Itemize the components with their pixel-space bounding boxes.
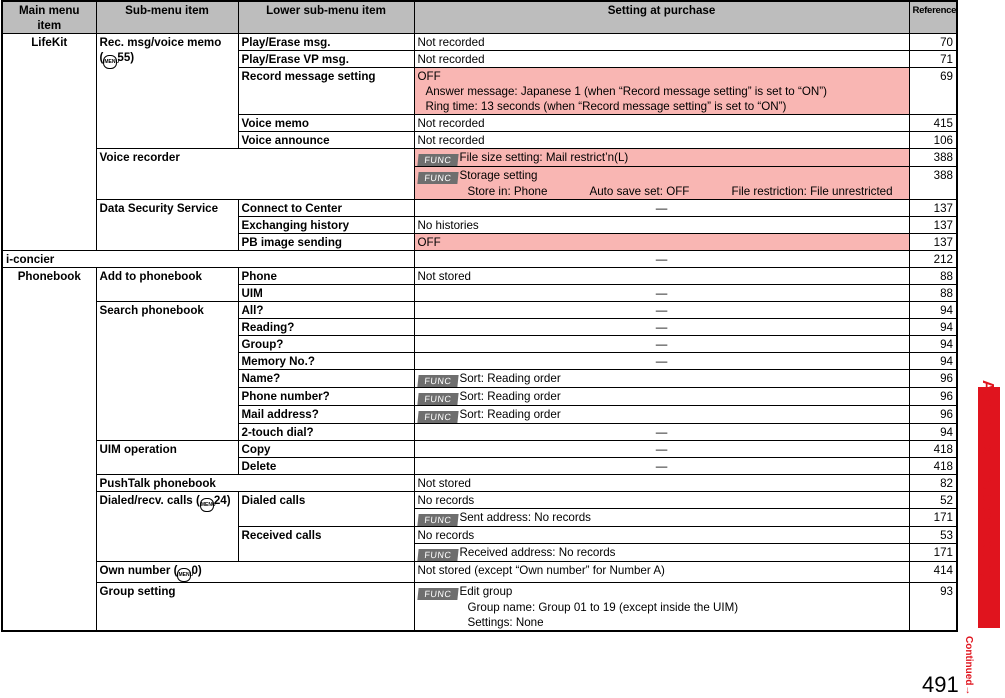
reference-page: 137	[909, 217, 957, 234]
sub-data-security: Data Security Service	[96, 200, 238, 251]
setting-value: —	[414, 458, 909, 475]
table-row	[2, 475, 957, 492]
setting-value: —	[414, 353, 909, 370]
table-row	[2, 302, 957, 319]
reference-page: 137	[909, 200, 957, 217]
sub-add-to-phonebook: Add to phonebook	[96, 268, 238, 302]
setting-value: Not recorded	[414, 34, 909, 51]
header-reference: Reference	[909, 1, 957, 34]
reference-page: 69	[909, 68, 957, 115]
lower-item: Voice memo	[238, 115, 414, 132]
setting-value: —	[414, 302, 909, 319]
setting-value: —	[414, 285, 909, 302]
setting-value: Not recorded	[414, 115, 909, 132]
table-row	[2, 492, 957, 509]
setting-value-highlighted: FUNC Storage setting Store in: Phone Auto save set: OFF File restriction: File unrestricted	[414, 167, 909, 200]
func-icon: FUNC	[417, 588, 458, 600]
lower-item: Memory No.?	[238, 353, 414, 370]
setting-value: No records	[414, 527, 909, 544]
setting-value: Not recorded	[414, 51, 909, 68]
menu-key-icon: MENU	[177, 568, 191, 582]
table-row	[2, 200, 957, 217]
main-iconcier: i-concier	[2, 251, 414, 268]
reference-page: 94	[909, 424, 957, 441]
func-icon: FUNC	[417, 375, 458, 387]
reference-page: 171	[909, 544, 957, 562]
reference-page: 71	[909, 51, 957, 68]
reference-page: 82	[909, 475, 957, 492]
func-icon: FUNC	[417, 154, 458, 166]
lower-item: Voice announce	[238, 132, 414, 149]
menu-key-icon: MENU	[200, 498, 214, 512]
lower-item: Received calls	[238, 527, 414, 562]
lower-item: Mail address?	[238, 406, 414, 424]
sub-voice-recorder: Voice recorder	[96, 149, 414, 200]
setting-value: FUNC Sent address: No records	[414, 509, 909, 527]
reference-page: 171	[909, 509, 957, 527]
sub-uim-operation: UIM operation	[96, 441, 238, 475]
reference-page: 415	[909, 115, 957, 132]
lower-item: Copy	[238, 441, 414, 458]
lower-item: Play/Erase VP msg.	[238, 51, 414, 68]
sub-search-phonebook: Search phonebook	[96, 302, 238, 441]
reference-page: 418	[909, 458, 957, 475]
lower-item: Reading?	[238, 319, 414, 336]
setting-value-highlighted: FUNC File size setting: Mail restrict’n(L)	[414, 149, 909, 167]
reference-page: 94	[909, 302, 957, 319]
reference-page: 96	[909, 370, 957, 388]
setting-value: FUNC Sort: Reading order	[414, 406, 909, 424]
setting-value: FUNC Edit group Group name: Group 01 to 19 (except inside the UIM) Settings: None	[414, 583, 909, 632]
lower-item: Phone number?	[238, 388, 414, 406]
lower-item: Record message setting	[238, 68, 414, 115]
main-lifekit: LifeKit	[2, 34, 96, 251]
reference-page: 53	[909, 527, 957, 544]
reference-page: 96	[909, 388, 957, 406]
sub-own-number: Own number (MENU0)	[96, 562, 414, 583]
func-icon: FUNC	[417, 172, 458, 184]
header-setting: Setting at purchase	[414, 1, 909, 34]
setting-value: —	[414, 200, 909, 217]
setting-value: Not stored	[414, 475, 909, 492]
reference-page: 94	[909, 319, 957, 336]
func-icon: FUNC	[417, 411, 458, 423]
setting-value: —	[414, 251, 909, 268]
func-icon: FUNC	[417, 514, 458, 526]
main-phonebook: Phonebook	[2, 268, 96, 632]
lower-item: Phone	[238, 268, 414, 285]
reference-page: 94	[909, 353, 957, 370]
reference-page: 137	[909, 234, 957, 251]
reference-page: 93	[909, 583, 957, 632]
table-row	[2, 441, 957, 458]
reference-page: 388	[909, 167, 957, 200]
sub-pushtalk-phonebook: PushTalk phonebook	[96, 475, 414, 492]
lower-item: 2-touch dial?	[238, 424, 414, 441]
table-row	[2, 34, 957, 51]
setting-value: FUNC Received address: No records	[414, 544, 909, 562]
table-row	[2, 583, 957, 632]
setting-value-highlighted: OFF	[414, 234, 909, 251]
setting-value: —	[414, 424, 909, 441]
setting-value: Not stored	[414, 268, 909, 285]
setting-value: —	[414, 319, 909, 336]
header-lower-sub-menu: Lower sub-menu item	[238, 1, 414, 34]
setting-value: Not stored (except “Own number” for Number A)	[414, 562, 909, 583]
table-header-row	[2, 1, 957, 34]
func-icon: FUNC	[417, 549, 458, 561]
menu-key-icon: MENU	[103, 55, 117, 69]
table-row	[2, 268, 957, 285]
settings-table	[1, 0, 958, 632]
lower-item: Dialed calls	[238, 492, 414, 527]
table-row	[2, 149, 957, 167]
continued-label: Continued→	[963, 636, 974, 696]
reference-page: 94	[909, 336, 957, 353]
lower-item: UIM	[238, 285, 414, 302]
reference-page: 418	[909, 441, 957, 458]
reference-page: 88	[909, 268, 957, 285]
section-title: Appendix/Troubleshooting	[979, 380, 996, 583]
table-row	[2, 251, 957, 268]
setting-value: —	[414, 441, 909, 458]
setting-value: —	[414, 336, 909, 353]
reference-page: 388	[909, 149, 957, 167]
setting-value: No histories	[414, 217, 909, 234]
table-row	[2, 562, 957, 583]
reference-page: 414	[909, 562, 957, 583]
lower-item: Group?	[238, 336, 414, 353]
lower-item: Exchanging history	[238, 217, 414, 234]
lower-item: PB image sending	[238, 234, 414, 251]
sub-rec-msg: Rec. msg/voice memo (MENU55)	[96, 34, 238, 149]
header-main-menu: Main menu item	[2, 1, 96, 34]
func-icon: FUNC	[417, 393, 458, 405]
reference-page: 70	[909, 34, 957, 51]
header-sub-menu: Sub-menu item	[96, 1, 238, 34]
reference-page: 96	[909, 406, 957, 424]
reference-page: 106	[909, 132, 957, 149]
lower-item: Play/Erase msg.	[238, 34, 414, 51]
lower-item: All?	[238, 302, 414, 319]
setting-value: No records	[414, 492, 909, 509]
setting-value-highlighted: OFF Answer message: Japanese 1 (when “Record message setting” is set to “ON”) Ring time: 13 seconds (when “Record message setting” is set to “ON”)	[414, 68, 909, 115]
lower-item: Connect to Center	[238, 200, 414, 217]
setting-value: FUNC Sort: Reading order	[414, 370, 909, 388]
sub-dialed-recv-calls: Dialed/recv. calls (MENU24)	[96, 492, 238, 562]
page-number: 491	[922, 672, 959, 697]
reference-page: 88	[909, 285, 957, 302]
setting-value: Not recorded	[414, 132, 909, 149]
reference-page: 52	[909, 492, 957, 509]
setting-value: FUNC Sort: Reading order	[414, 388, 909, 406]
sub-group-setting: Group setting	[96, 583, 414, 632]
lower-item: Name?	[238, 370, 414, 388]
reference-page: 212	[909, 251, 957, 268]
lower-item: Delete	[238, 458, 414, 475]
